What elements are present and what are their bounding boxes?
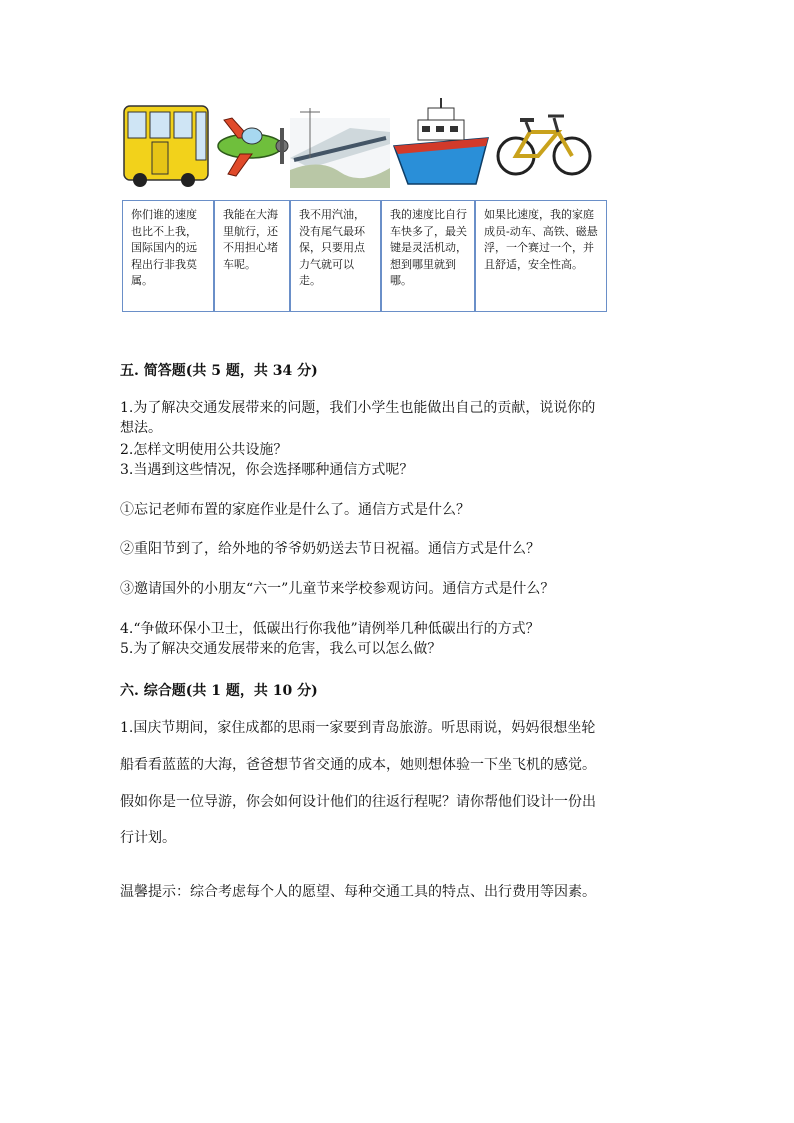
q2: 2.怎样文明使用公共设施？ [120, 442, 288, 458]
q1-line2: 想法。 [120, 420, 162, 436]
s6-line4: 行计划。 [120, 830, 176, 846]
q5: 5.为了解决交通发展带来的危害，我么可以怎么做？ [120, 641, 442, 657]
s6-line3: 假如你是一位导游，你会如何设计他们的往返行程呢？请你帮他们设计一份出 [120, 794, 596, 810]
card-bus: 你们谁的速度也比不上我，国际国内的远程出行非我莫属。 [122, 200, 214, 312]
q3: 3.当遇到这些情况，你会选择哪种通信方式呢？ [120, 462, 414, 478]
bicycle-image [494, 98, 594, 188]
section5-title: 五. 简答题(共 5 题，共 34 分) [120, 363, 318, 379]
q3-item1: ①忘记老师布置的家庭作业是什么了。通信方式是什么？ [120, 502, 470, 518]
q1-line1: 1.为了解决交通发展带来的问题，我们小学生也能做出自己的贡献，说说你的 [120, 400, 596, 416]
s6-line2: 船看看蓝蓝的大海，爸爸想节省交通的成本，她则想体验一下坐飞机的感觉。 [120, 757, 596, 773]
q3-item2: ②重阳节到了，给外地的爷爷奶奶送去节日祝福。通信方式是什么？ [120, 541, 540, 557]
card-train: 如果比速度，我的家庭成员-动车、高铁、磁悬浮，一个赛过一个，并且舒适，安全性高。 [475, 200, 607, 312]
card-car: 我的速度比自行车快多了，最关键是灵活机动，想到哪里就到哪。 [381, 200, 475, 312]
ship-image [392, 98, 492, 188]
bus-image [122, 98, 210, 188]
q3-item3: ③邀请国外的小朋友“六一”儿童节来学校参观访问。通信方式是什么？ [120, 581, 555, 597]
tip: 温馨提示：综合考虑每个人的愿望、每种交通工具的特点、出行费用等因素。 [120, 884, 596, 900]
card-ship: 我能在大海里航行，还不用担心堵车呢。 [214, 200, 290, 312]
train-image [290, 98, 390, 188]
q4: 4.“争做环保小卫士，低碳出行你我他”请例举几种低碳出行的方式？ [120, 621, 540, 637]
card-bicycle: 我不用汽油，没有尾气最环保，只要用点力气就可以走。 [290, 200, 381, 312]
section6-title: 六. 综合题(共 1 题，共 10 分) [120, 683, 318, 699]
s6-line1: 1.国庆节期间，家住成都的思雨一家要到青岛旅游。听思雨说，妈妈很想坐轮 [120, 720, 596, 736]
airplane-image [210, 98, 290, 188]
